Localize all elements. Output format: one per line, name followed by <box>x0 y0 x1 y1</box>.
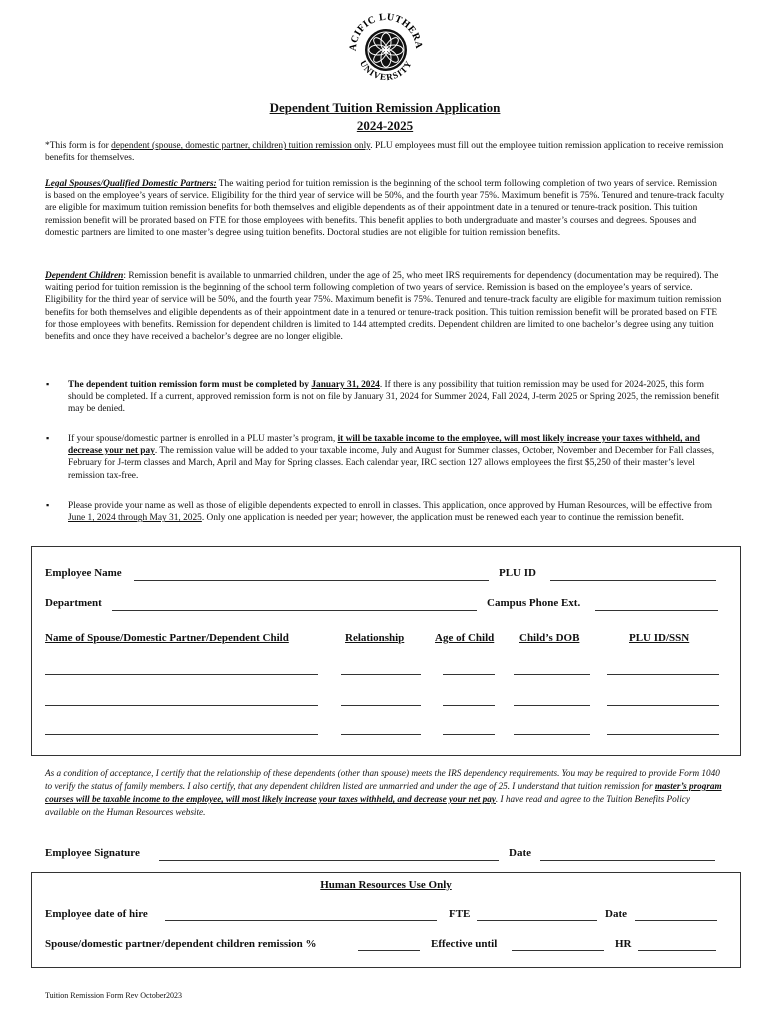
department-label: Department <box>45 597 102 609</box>
remission-percent-field[interactable] <box>358 950 420 951</box>
employee-signature-label: Employee Signature <box>45 847 140 859</box>
bullet-provide: Please provide your name as well as those of eligible dependents expected to enroll in classes. This application, once approved by Human Resources, will be effective from June 1, 2024 through May 31, 2025. Only one application is needed per year; however, the application must be renewed each year to continue the remission benefit. <box>68 501 712 524</box>
row3-relationship-field[interactable] <box>341 734 421 735</box>
form-title: Dependent Tuition Remission Application <box>269 100 501 115</box>
bullet-icon: ▪ <box>46 500 50 510</box>
children-heading: Dependent Children <box>45 271 124 281</box>
hr-initials-field[interactable] <box>638 950 716 951</box>
intro-paragraph: *This form is for dependent (spouse, domestic partner, children) tuition remission only. PLU employees must fill out the employee tuition remission application to receive remission benefits for themselves. <box>45 141 724 164</box>
row1-relationship-field[interactable] <box>341 674 421 675</box>
svg-text:UNIVERSITY: UNIVERSITY <box>358 58 414 83</box>
employee-name-label: Employee Name <box>45 567 122 579</box>
svg-text:PACIFIC LUTHERAN: ACIFIC LUTHERA <box>347 11 425 52</box>
col-relationship-header: Relationship <box>345 632 405 644</box>
col-age-header: Age of Child <box>435 632 495 644</box>
hr-use-box <box>31 872 741 968</box>
fte-field[interactable] <box>477 920 597 921</box>
row1-id-field[interactable] <box>607 674 719 675</box>
signature-date-label: Date <box>509 847 531 859</box>
certification-paragraph: As a condition of acceptance, I certify that the relationship of these dependents (other than spouse) meets the IRS dependency requirements. You may be required to provide Form 1040 to verify the status of family members. I also certify, that any dependent children listed are unmarried and under the age of 25. I understand that tuition remission for master’s program courses will be taxable income to the employee, will most likely increase your taxes withheld, and decrease your net pay. I have read and agree to the Tuition Benefits Policy available on the Human Resources website. <box>45 768 722 817</box>
plu-id-field[interactable] <box>550 580 716 581</box>
hr-date-field[interactable] <box>635 920 717 921</box>
employee-signature-field[interactable] <box>159 860 499 861</box>
hr-date-label: Date <box>605 908 627 920</box>
hire-date-field[interactable] <box>165 920 437 921</box>
row2-id-field[interactable] <box>607 705 719 706</box>
row3-id-field[interactable] <box>607 734 719 735</box>
fte-label: FTE <box>449 908 471 920</box>
department-field[interactable] <box>112 610 477 611</box>
employee-name-field[interactable] <box>134 580 489 581</box>
spouses-heading: Legal Spouses/Qualified Domestic Partners: <box>45 179 217 189</box>
campus-phone-label: Campus Phone Ext. <box>487 597 581 609</box>
campus-phone-field[interactable] <box>595 610 718 611</box>
row3-dob-field[interactable] <box>514 734 590 735</box>
bullet-taxable: If your spouse/domestic partner is enrolled in a PLU master’s program, it will be taxable income to the employee, will most likely increase your taxes withheld, and decrease your net pay. The remission value will be added to your taxable income, July and August for Summer classes, October, November and December for Fall classes, February for J-term classes and March, April and May for Spring classes. Each calendar year, IRC section 127 allows employees the first $5,250 of their master’s level remission tax-free. <box>68 434 715 481</box>
row1-dob-field[interactable] <box>514 674 590 675</box>
footer-revision: Tuition Remission Form Rev October2023 <box>45 991 183 1000</box>
effective-until-field[interactable] <box>512 950 604 951</box>
row2-dob-field[interactable] <box>514 705 590 706</box>
hr-heading: Human Resources Use Only <box>320 879 452 891</box>
row3-age-field[interactable] <box>443 734 495 735</box>
university-logo <box>344 8 428 92</box>
bullet-icon: ▪ <box>46 433 50 443</box>
row2-name-field[interactable] <box>45 705 318 706</box>
employee-form-box <box>31 546 741 756</box>
row3-name-field[interactable] <box>45 734 318 735</box>
bullet-deadline: The dependent tuition remission form must be completed by January 31, 2024. If there is any possibility that tuition remission may be used for 2024-2025, this form should be completed. If a current, approved remission form is not on file by January 31, 2024 for Summer 2024, Fall 2024, J-term 2025 or Spring 2025, the remission benefit may be denied. <box>68 380 720 415</box>
row1-name-field[interactable] <box>45 674 318 675</box>
row2-age-field[interactable] <box>443 705 495 706</box>
plu-id-label: PLU ID <box>499 567 536 579</box>
signature-date-field[interactable] <box>540 860 715 861</box>
hire-date-label: Employee date of hire <box>45 908 148 920</box>
row1-age-field[interactable] <box>443 674 495 675</box>
remission-percent-label: Spouse/domestic partner/dependent children remission % <box>45 938 317 950</box>
col-dob-header: Child’s DOB <box>519 632 580 644</box>
hr-initials-label: HR <box>615 938 632 950</box>
bullet-icon: ▪ <box>46 379 50 389</box>
effective-until-label: Effective until <box>431 938 498 950</box>
col-name-header: Name of Spouse/Domestic Partner/Dependent Child <box>45 632 289 644</box>
form-year: 2024-2025 <box>356 118 414 133</box>
children-paragraph: Dependent Children: Remission benefit is available to unmarried children, under the age of 25, who meet IRS requirements for dependency (documentation may be required). The waiting period for tuition remission is the beginning of the school term following completion of two years of service. Remission is based on the employee’s years of service. Eligibility for the third year of service will be 50%, and the fourth year 75%. Maximum benefit is 75%. Tenured and tenure-track faculty are eligible for maximum tuition remission benefits for both themselves and eligible dependents as of their appointment date in a tenured or tenure-track position. This tuition remission benefit will be prorated based on FTE for those employees with benefits. Remission for dependent children is limited to 144 attempted credits. Dependent children are limited to one bachelor’s degree using any tuition benefits and once they have received a bachelor’s degree are no longer eligible. <box>45 271 722 343</box>
spouses-paragraph: Legal Spouses/Qualified Domestic Partners: The waiting period for tuition remission is the beginning of the school term following completion of two years of service. Remission is based on the employee’s years of service. Eligibility for the third year of service will be 50%, and the fourth year 75%. Maximum benefit is 75%. Tenured and tenure-track faculty are eligible for maximum tuition remission benefits for both themselves and eligible dependents as of their appointment date in a tenured or tenure-track position. This tuition remission benefit will be prorated based on FTE for those employees with benefits. This benefit applies to both undergraduate and master’s courses and degrees. Spouses and domestic partners are limited to one master’s degree using tuition benefits. Doctoral studies are not eligible for tuition remission benefits. <box>45 179 725 238</box>
row2-relationship-field[interactable] <box>341 705 421 706</box>
col-id-header: PLU ID/SSN <box>629 632 690 644</box>
